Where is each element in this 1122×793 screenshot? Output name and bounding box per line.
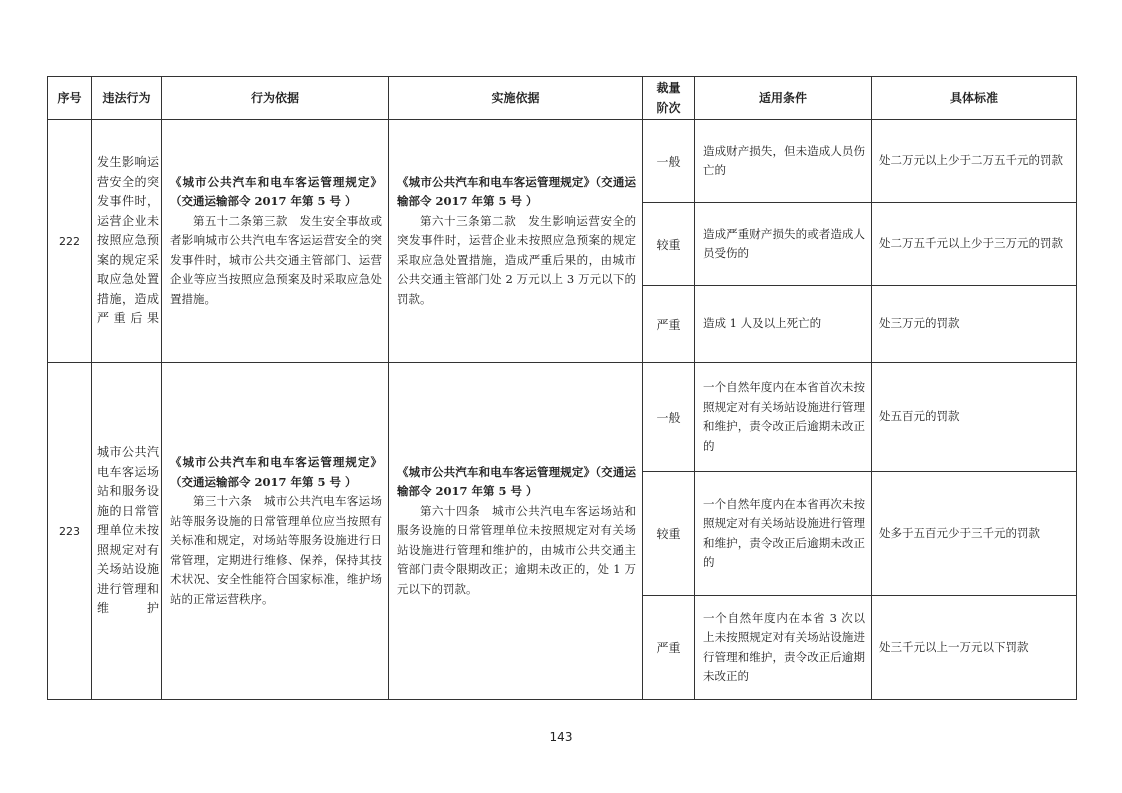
applicable-condition: 一个自然年度内在本省再次未按照规定对有关场站设施进行管理和维护，责令改正后逾期未改正的: [695, 472, 872, 596]
specific-standard: 处五百元的罚款: [872, 363, 1077, 472]
applicable-condition: 一个自然年度内在本省首次未按照规定对有关场站设施进行管理和维护，责令改正后逾期未改正的: [695, 363, 872, 472]
header-level: 裁量 阶次: [643, 77, 695, 120]
impl-article-text: 第六十三条第二款 发生影响运营安全的突发事件时，运营企业未按照应急预案的规定采取应急处置措施，造成严重后果的，由城市公共交通主管部门处 2 万元以上 3 万元以下的罚款。: [397, 213, 636, 306]
row-number: 223: [48, 363, 92, 700]
specific-standard: 处三千元以上一万元以下罚款: [872, 596, 1077, 700]
discretion-level: 一般: [643, 363, 695, 472]
specific-standard: 处三万元的罚款: [872, 286, 1077, 363]
basis-article-text: 第五十二条第三款 发生安全事故或者影响城市公共汽电车客运运营安全的突发事件时，城市公共交通主管部门、运营企业等应当按照应急预案及时采取应急处置措施。: [170, 213, 382, 306]
header-behavior: 违法行为: [92, 77, 162, 120]
discretion-level: 较重: [643, 203, 695, 286]
specific-standard: 处多于五百元少于三千元的罚款: [872, 472, 1077, 596]
applicable-condition: 造成财产损失，但未造成人员伤亡的: [695, 120, 872, 203]
discretion-level: 严重: [643, 596, 695, 700]
table-row: [48, 363, 1077, 472]
impl-regulation-title: 《城市公共汽车和电车客运管理规定》（交通运输部令 2017 年第 5 号 ）: [397, 464, 636, 499]
violation-behavior: 城市公共汽电车客运场站和服务设施的日常管理单位未按照规定对有关场站设施进行管理和维护: [92, 363, 162, 700]
impl-regulation-title: 《城市公共汽车和电车客运管理规定》（交通运输部令 2017 年第 5 号 ）: [397, 174, 636, 209]
implementation-basis: [389, 120, 643, 363]
table-row: [48, 120, 1077, 203]
header-basis: 行为依据: [162, 77, 389, 120]
basis-article-text: 第三十六条 城市公共汽电车客运场站等服务设施的日常管理单位应当按照有关标准和规定，对场站等服务设施进行日常管理，定期进行维修、保养，保持其技术状况、安全性能符合国家标准，维护场站的正常运营秩序。: [170, 494, 382, 606]
applicable-condition: 造成严重财产损失的或者造成人员受伤的: [695, 203, 872, 286]
behavior-basis: [162, 120, 389, 363]
header-condition: 适用条件: [695, 77, 872, 120]
discretion-level: 一般: [643, 120, 695, 203]
page-number: 143: [549, 730, 573, 744]
penalty-table: [47, 76, 1077, 700]
specific-standard: 处二万元以上少于二万五千元的罚款: [872, 120, 1077, 203]
implementation-basis: [389, 363, 643, 700]
header-standard: 具体标准: [872, 77, 1077, 120]
applicable-condition: 一个自然年度内在本省 3 次以上未按照规定对有关场站设施进行管理和维护，责令改正后逾期未改正的: [695, 596, 872, 700]
basis-regulation-title: 《城市公共汽车和电车客运管理规定》（交通运输部令 2017 年第 5 号 ）: [170, 455, 382, 489]
applicable-condition: 造成 1 人及以上死亡的: [695, 286, 872, 363]
row-number: 222: [48, 120, 92, 363]
table-header-row: [48, 77, 1077, 120]
discretion-level: 较重: [643, 472, 695, 596]
header-no: 序号: [48, 77, 92, 120]
violation-behavior: 发生影响运营安全的突发事件时，运营企业未按照应急预案的规定采取应急处置措施，造成严重后果: [92, 120, 162, 363]
impl-article-text: 第六十四条 城市公共汽电车客运场站和服务设施的日常管理单位未按照规定对有关场站设施进行管理和维护的，由城市公共交通主管部门责令限期改正；逾期未改正的，处 1 万元以下的罚款。: [397, 503, 636, 596]
behavior-basis: [162, 363, 389, 700]
specific-standard: 处二万五千元以上少于三万元的罚款: [872, 203, 1077, 286]
header-impl: 实施依据: [389, 77, 643, 120]
discretion-level: 严重: [643, 286, 695, 363]
basis-regulation-title: 《城市公共汽车和电车客运管理规定》（交通运输部令 2017 年第 5 号 ）: [170, 174, 382, 209]
